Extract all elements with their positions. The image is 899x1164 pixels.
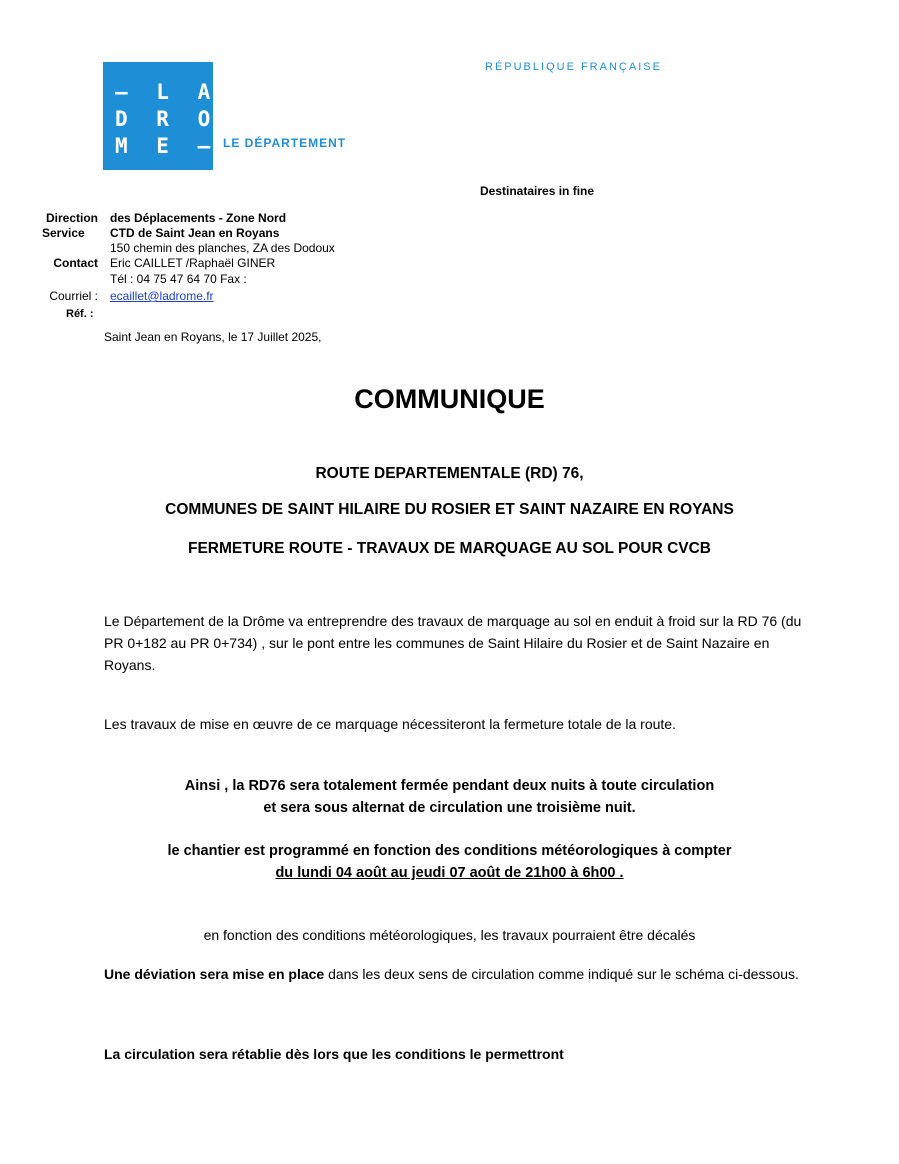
- date-line: Saint Jean en Royans, le 17 Juillet 2025,: [104, 330, 322, 344]
- schedule-block: [0, 840, 899, 884]
- ladrome-logo: [103, 62, 219, 170]
- email-link[interactable]: ecaillet@ladrome.fr: [110, 289, 214, 303]
- direction-value: des Déplacements - Zone Nord: [110, 211, 287, 225]
- department-label: LE DÉPARTEMENT: [223, 136, 347, 150]
- address: 150 chemin des planches, ZA des Dodoux: [110, 241, 335, 255]
- logo-text-line3: M E –: [115, 134, 219, 158]
- final-line: La circulation sera rétablie dès lors que les conditions le permettront: [104, 1046, 564, 1062]
- telephone-line: Tél : 04 75 47 64 70 Fax :: [110, 272, 247, 286]
- deviation-paragraph: [104, 963, 804, 985]
- closure-block: [0, 775, 899, 819]
- deviation-rest: dans les deux sens de circulation comme indiqué sur le schéma ci-dessous.: [324, 966, 799, 982]
- deviation-bold: Une déviation sera mise en place: [104, 966, 325, 982]
- subtitle-closure: FERMETURE ROUTE - TRAVAUX DE MARQUAGE AU SOL POUR CVCB: [188, 540, 711, 557]
- page-title: COMMUNIQUE: [354, 384, 545, 414]
- contact-label: Contact: [53, 256, 98, 270]
- schedule-dates: du lundi 04 août au jeudi 07 août de 21h00 à 6h00 .: [275, 865, 624, 881]
- watermark-decoration: [340, 52, 351, 102]
- works-paragraph: Les travaux de mise en œuvre de ce marquage nécessiteront la fermeture totale de la route.: [104, 716, 676, 732]
- closure-line1: Ainsi , la RD76 sera totalement fermée pendant deux nuits à toute circulation: [184, 778, 715, 794]
- reference-label: Réf. :: [66, 308, 94, 320]
- subtitle-communes: COMMUNES DE SAINT HILAIRE DU ROSIER ET SAINT NAZAIRE EN ROYANS: [165, 501, 734, 518]
- service-value: CTD de Saint Jean en Royans: [110, 226, 280, 240]
- logo-text-line2: D R O: [115, 107, 219, 131]
- email-label: Courriel :: [49, 289, 98, 303]
- contact-value: Eric CAILLET /Raphaël GINER: [110, 256, 276, 270]
- service-label: Service: [42, 226, 85, 240]
- schedule-line1: le chantier est programmé en fonction des conditions météorologiques à compter: [167, 843, 732, 859]
- direction-label: Direction: [45, 211, 98, 225]
- weather-note: en fonction des conditions météorologiques, les travaux pourraient être décalés: [203, 927, 696, 943]
- closure-line2: et sera sous alternat de circulation une troisième nuit.: [263, 800, 636, 816]
- republique-francaise-label: RÉPUBLIQUE FRANÇAISE: [485, 61, 662, 73]
- recipients-note: Destinataires in fine: [480, 184, 595, 198]
- subtitle-road: ROUTE DEPARTEMENTALE (RD) 76,: [315, 465, 584, 482]
- logo-text-line1: – L A: [115, 80, 219, 104]
- intro-paragraph: Le Département de la Drôme va entreprendre des travaux de marquage au sol en enduit à froid sur la RD 76 (du PR 0+182 au PR 0+734) , sur le pont entre les communes de Saint Hilaire du Rosier et de Saint Nazaire en Royans.: [104, 613, 802, 673]
